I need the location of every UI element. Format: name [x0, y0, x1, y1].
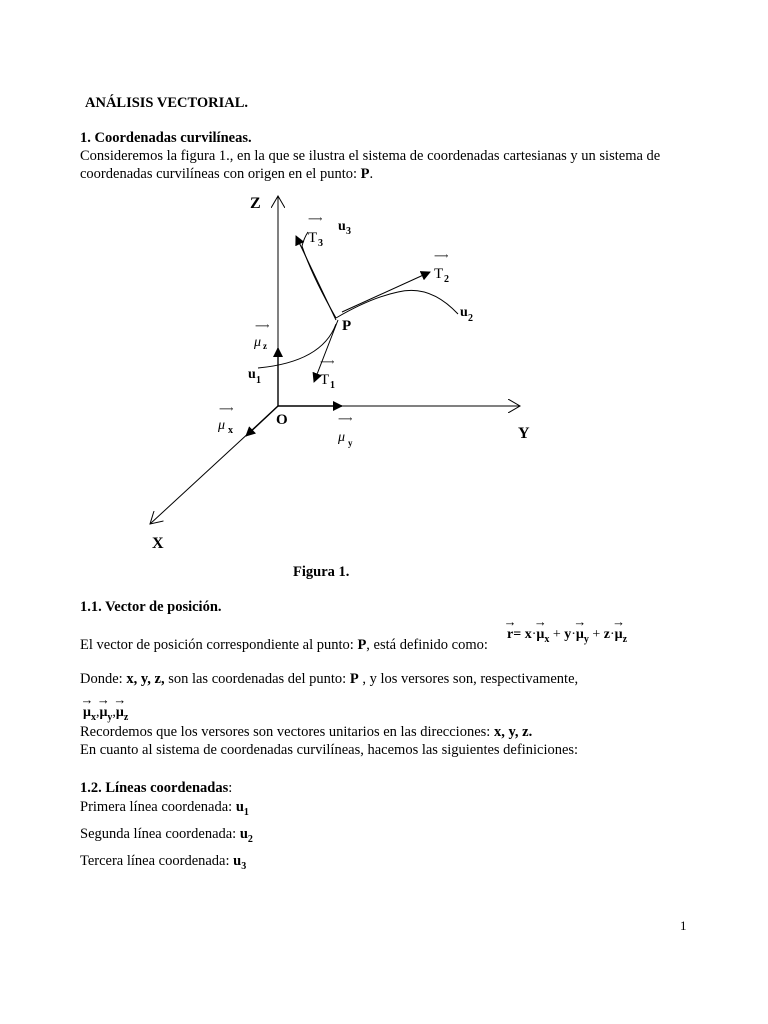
- u1-index: 1: [256, 375, 261, 386]
- versors-list: → $\mu_x,\to \mu_y,\to \mu_z$: [83, 704, 128, 722]
- u2-index: 2: [468, 313, 473, 324]
- u2-letter: u: [460, 305, 468, 320]
- origin-label: O: [276, 412, 288, 428]
- t2-vector: [342, 272, 430, 312]
- mu-x-vector: [246, 406, 278, 436]
- t2-arrow-glyph: ⟶: [434, 251, 449, 262]
- page-number: 1: [680, 918, 687, 933]
- u2-curve: [336, 290, 458, 318]
- t3-index: 3: [318, 238, 323, 249]
- mu-y-index: y: [348, 438, 353, 448]
- y-axis-label: Y: [518, 425, 530, 442]
- mu-x-arrow-glyph: ⟶: [219, 404, 234, 415]
- u1-letter: u: [248, 367, 256, 382]
- section-1-paragraph-line-1: Consideremos la figura 1., en la que se ilustra el sistema de coordenadas cartesianas y un sistema de: [80, 148, 661, 164]
- figure-1-diagram: [80, 186, 530, 562]
- t3-letter: T: [308, 230, 318, 246]
- curvilinear-definitions-sentence: En cuanto al sistema de coordenadas curvilíneas, hacemos las siguientes definiciones:: [80, 742, 579, 758]
- t3-arrow-glyph: ⟶: [308, 214, 323, 225]
- section-1-heading: 1. Coordenadas curvilíneas.: [80, 130, 252, 146]
- document-title: ANÁLISIS VECTORIAL.: [85, 95, 249, 111]
- first-coordinate-line: Primera línea coordenada: $u_1$: [80, 799, 249, 818]
- t1-arrow-glyph: ⟶: [320, 357, 335, 368]
- t2-index: 2: [444, 274, 449, 285]
- section-1-2-heading: 1.2. Líneas coordenadas:: [80, 780, 233, 796]
- mu-x-letter: μ: [218, 418, 226, 433]
- u3-letter: u: [338, 219, 346, 234]
- t2-letter: T: [434, 266, 444, 282]
- section-1-1-heading: 1.1. Vector de posición.: [80, 599, 222, 615]
- u3-index: 3: [346, 226, 351, 237]
- third-coordinate-line: Tercera línea coordenada: $u_3$: [80, 853, 247, 872]
- figure-caption: Figura 1.: [293, 564, 350, 580]
- point-p-label: P: [342, 318, 352, 334]
- mu-z-arrow-glyph: ⟶: [255, 321, 270, 332]
- position-vector-sentence: El vector de posición correspondiente al punto: P, está definido como:: [80, 637, 488, 653]
- second-coordinate-line: Segunda línea coordenada: $u_2$: [80, 826, 253, 845]
- mu-z-index: z: [263, 341, 267, 351]
- section-1-paragraph-line-2: coordenadas curvilíneas con origen en el punto: P.: [80, 166, 374, 182]
- unit-vectors-sentence: Recordemos que los versores son vectores unitarios en las direcciones: x, y, z.: [80, 724, 533, 740]
- mu-x-index: x: [228, 425, 233, 436]
- mu-y-letter: μ: [338, 430, 346, 445]
- t3-vector: [296, 236, 336, 320]
- t1-letter: T: [320, 372, 330, 388]
- t1-index: 1: [330, 380, 335, 391]
- z-axis-label: Z: [250, 195, 261, 212]
- mu-y-arrow-glyph: ⟶: [338, 414, 353, 425]
- versors-sentence: Donde: x, y, z, son las coordenadas del punto: P , y los versores son, respectivamente,: [80, 671, 579, 687]
- mu-z-letter: μ: [254, 335, 262, 350]
- position-vector-equation: → $r= x\cdot\to \mu_x + y\cdot\to \mu_y + z\cdot\to \mu_z$: [507, 626, 627, 644]
- x-axis-label: X: [152, 535, 164, 552]
